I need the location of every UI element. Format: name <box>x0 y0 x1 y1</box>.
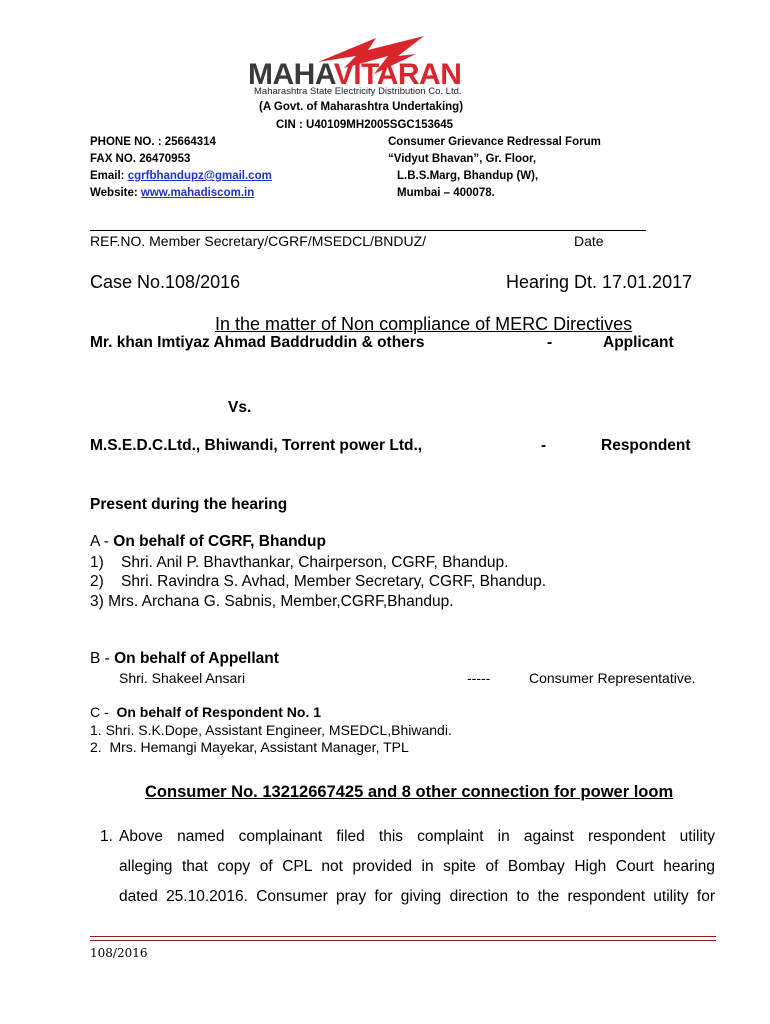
cin-line: CIN : U40109MH2005SGC153645 <box>276 119 454 131</box>
hearing-date: Hearing Dt. 17.01.2017 <box>506 272 693 292</box>
address-line-3: L.B.S.Marg, Bhandup (W), <box>397 170 539 182</box>
consumer-heading: Consumer No. 13212667425 and 8 other connection for power loom <box>145 783 674 801</box>
section-a-title: On behalf of CGRF, Bhandup <box>113 533 326 550</box>
section-c-title: On behalf of Respondent No. 1 <box>116 704 322 720</box>
paragraph-line-2: alleging that copy of CPL not provided in spite of Bombay High Court hearing <box>119 858 715 875</box>
section-c-item-2: 2. Mrs. Hemangi Mayekar, Assistant Manager, TPL <box>90 739 409 755</box>
respondent-name: M.S.E.D.C.Ltd., Bhiwandi, Torrent power Ltd., <box>90 437 423 454</box>
address-line-4: Mumbai – 400078. <box>397 187 495 199</box>
govt-line: (A Govt. of Maharashtra Undertaking) <box>259 101 464 113</box>
matter-title: In the matter of Non compliance of MERC Directives <box>215 314 633 334</box>
email-link[interactable]: cgrfbhandupz@gmail.com <box>127 170 272 182</box>
section-c-item-1: 1. Shri. S.K.Dope, Assistant Engineer, MSEDCL,Bhiwandi. <box>90 722 452 738</box>
paragraph-1 <box>119 822 715 912</box>
website-label: Website: <box>90 187 141 199</box>
date-label: Date <box>574 233 604 249</box>
paragraph-line-3: dated 25.10.2016. Consumer pray for giving direction to the respondent utility for <box>119 888 715 905</box>
website-link[interactable]: www.mahadiscom.in <box>140 187 255 199</box>
applicant-label: Applicant <box>603 334 674 351</box>
email-label: Email: <box>90 170 128 182</box>
section-b-prefix: B - <box>90 650 115 667</box>
email-row <box>90 170 272 182</box>
logo-vitaran: VITARAN <box>333 58 462 91</box>
versus-text: Vs. <box>228 399 252 416</box>
logo <box>248 34 498 98</box>
paragraph-number: 1. <box>100 828 113 845</box>
section-b-dash: ----- <box>467 670 491 686</box>
applicant-dash: - <box>547 334 553 351</box>
website-row <box>90 187 254 199</box>
logo-tagline: Maharashtra State Electricity Distribution Co. Ltd. <box>254 86 462 97</box>
footer-rule <box>90 936 716 941</box>
ref-number: REF.NO. Member Secretary/CGRF/MSEDCL/BNDUZ/ <box>90 233 427 249</box>
paragraph-line-1: Above named complainant filed this complaint in against respondent utility <box>119 828 715 845</box>
section-b-role: Consumer Representative. <box>529 670 696 686</box>
case-number: Case No.108/2016 <box>90 272 241 292</box>
section-b-title: On behalf of Appellant <box>114 650 279 667</box>
section-a-item-3: 3) Mrs. Archana G. Sabnis, Member,CGRF,Bhandup. <box>90 593 454 610</box>
section-b-name: Shri. Shakeel Ansari <box>119 670 246 686</box>
section-a-item-2: 2) Shri. Ravindra S. Avhad, Member Secretary, CGRF, Bhandup. <box>90 573 547 590</box>
logo-maha: MAHA <box>248 58 334 91</box>
section-a-item-1: 1) Shri. Anil P. Bhavthankar, Chairperson, CGRF, Bhandup. <box>90 554 509 571</box>
address-line-1: Consumer Grievance Redressal Forum <box>388 136 601 148</box>
applicant-name: Mr. khan Imtiyaz Ahmad Baddruddin & others <box>90 334 425 351</box>
header-divider <box>90 230 646 231</box>
section-a-heading <box>90 533 326 551</box>
present-heading: Present during the hearing <box>90 496 288 513</box>
respondent-label: Respondent <box>601 437 691 454</box>
respondent-dash: - <box>541 437 547 454</box>
footer-page-label: 108/2016 <box>90 946 148 960</box>
section-c-prefix: C - <box>90 704 117 720</box>
section-a-prefix: A - <box>90 533 114 550</box>
section-c-heading <box>90 704 321 720</box>
address-line-2: “Vidyut Bhavan”, Gr. Floor, <box>388 153 537 165</box>
phone-text: PHONE NO. : 25664314 <box>90 136 216 148</box>
section-b-heading <box>90 650 279 668</box>
fax-text: FAX NO. 26470953 <box>90 153 191 165</box>
